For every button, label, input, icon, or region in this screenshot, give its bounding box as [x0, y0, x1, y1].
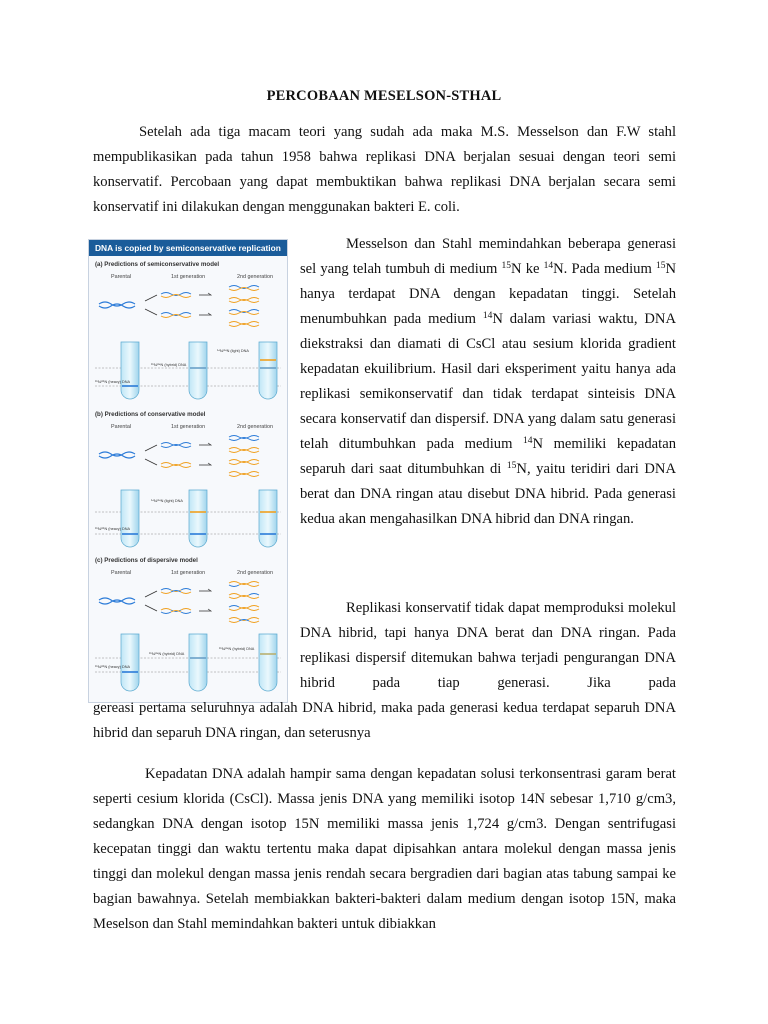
- label-hybrid-c2: ¹⁵N/¹⁴N (hybrid) DNA: [219, 647, 255, 651]
- col-label-parental-c: Parental: [111, 570, 132, 576]
- p2-text-7: N, yaitu teridiri dari DNA berat dan DNA ringan atau disebut DNA hibrid. Pada generasi kedua akan mengahasilkan DNA hibrid dan DNA ringan.: [300, 461, 677, 527]
- panel-c-tubes: [95, 634, 281, 691]
- figure-header: DNA is copied by semiconservative replication: [89, 240, 287, 256]
- panel-b-strands: [99, 436, 259, 477]
- paragraph-conservative-part-b: gereasi pertama seluruhnya adalah DNA hibrid, maka pada generasi kedua terdapat separuh DNA hibrid dan separuh DNA ringan, dan seterusnya: [93, 700, 676, 741]
- p2-sup-14b: 14: [482, 311, 493, 321]
- p2-text-1: Messelson dan Stahl memindahkan beberapa generasi sel yang telah tumbuh di medium: [300, 236, 676, 277]
- label-heavy-b: ¹⁵N/¹⁵N (heavy) DNA: [95, 527, 131, 531]
- p2-sup-15a: 15: [501, 261, 512, 271]
- p2-text-4: N hanya terdapat DNA dengan kepadatan tinggi. Setelah menumbuhkan pada medium: [300, 261, 676, 327]
- col-label-parental-a: Parental: [111, 274, 132, 280]
- label-hybrid-c1: ¹⁵N/¹⁴N (hybrid) DNA: [149, 652, 185, 656]
- label-light-b: ¹⁴N/¹⁴N (light) DNA: [151, 499, 183, 503]
- label-light-a: ¹⁴N/¹⁴N (light) DNA: [217, 349, 249, 353]
- col-label-gen2-b: 2nd generation: [237, 424, 273, 430]
- p2-sup-14a: 14: [543, 261, 554, 271]
- p2-text-3: N. Pada medium: [553, 261, 656, 277]
- p2-sup-14c: 14: [522, 436, 533, 446]
- dna-replication-figure: [88, 239, 288, 703]
- paragraph-density: Kepadatan DNA adalah hampir sama dengan kepadatan solusi terkonsentrasi garam berat seperti cesium klorida (CsCl). Massa jenis DNA yang memiliki isotop 14N sebesar 1,710 g/cm3, sedangkan DNA dengan isotop 15N memiliki massa jenis 1,724 g/cm3. Dengan sentrifugasi kecepatan tinggi dan waktu tertentu maka dapat dipisahkan antara molekul dengan massa jenis tinggi dan molekul dengan massa jenis rendah secara bergradien dari bagian atas tabung sampai ke bagian bawahnya. Setelah membiakkan bakteri-bakteri dalam medium dengan isotop 15N, maka Meselson dan Stahl memindahkan bakteri untuk dibiakkan: [93, 766, 676, 932]
- p2-text-5: N dalam variasi waktu, DNA diekstraksi dan diamati di CsCl atau sesium klorida gradient kepadatan ekuilibrium. Hasil dari eksperiment yaitu hanya ada replikasi semikonservatif dan tidak terdapat sinteisis DNA secara konservatif dan dispersif. DNA yang dalam satu generasi telah ditumbuhkan pada medium: [300, 311, 677, 452]
- label-hybrid-a: ¹⁵N/¹⁴N (hybrid) DNA: [151, 363, 187, 367]
- paragraph-conservative-part-a: Replikasi konservatif tidak dapat memproduksi molekul DNA hibrid, tapi hanya DNA berat dan DNA ringan. Pada replikasi dispersif ditemukan bahwa terjadi pengurangan DNA hibrid pada tiap generasi. Jika pada: [300, 600, 676, 691]
- col-label-gen1-a: 1st generation: [171, 274, 206, 280]
- col-label-gen2-c: 2nd generation: [237, 570, 273, 576]
- paragraph-intro: Setelah ada tiga macam teori yang sudah ada maka M.S. Messelson dan F.W stahl mempublikasikan pada tahun 1958 bahwa replikasi DNA berjalan sesuai dengan teori semi konservatif. Percobaan yang dapat membuktikan bahwa replikasi DNA berjalan secara semi konservatif ini dilakukan dengan menggunakan bakteri E. coli.: [93, 124, 676, 215]
- panel-c-title: (c) Predictions of dispersive model: [95, 557, 198, 564]
- col-label-gen2-a: 2nd generation: [237, 274, 273, 280]
- panel-a-title: (a) Predictions of semiconservative model: [95, 261, 220, 268]
- page-title: PERCOBAAN MESELSON-STHAL: [266, 88, 502, 104]
- p2-sup-15c: 15: [506, 461, 517, 471]
- panel-b-title: (b) Predictions of conservative model: [95, 411, 206, 418]
- panel-b-tubes: [95, 490, 281, 547]
- figure-diagram: [89, 256, 287, 702]
- p2-text-2: N ke: [511, 261, 544, 277]
- col-label-gen1-b: 1st generation: [171, 424, 206, 430]
- col-label-parental-b: Parental: [111, 424, 132, 430]
- paragraph-meselson-stahl: [300, 232, 676, 532]
- panel-c-strands: [99, 582, 259, 623]
- col-label-gen1-c: 1st generation: [171, 570, 206, 576]
- p2-text-6: N memiliki kepadatan separuh dari saat ditumbuhkan di: [300, 436, 676, 477]
- p2-sup-15b: 15: [655, 261, 666, 271]
- panel-a-tubes: [95, 342, 281, 399]
- label-heavy-c: ¹⁵N/¹⁵N (heavy) DNA: [95, 665, 131, 669]
- panel-a-strands: [99, 286, 259, 327]
- label-heavy-a: ¹⁵N/¹⁵N (heavy) DNA: [95, 380, 131, 384]
